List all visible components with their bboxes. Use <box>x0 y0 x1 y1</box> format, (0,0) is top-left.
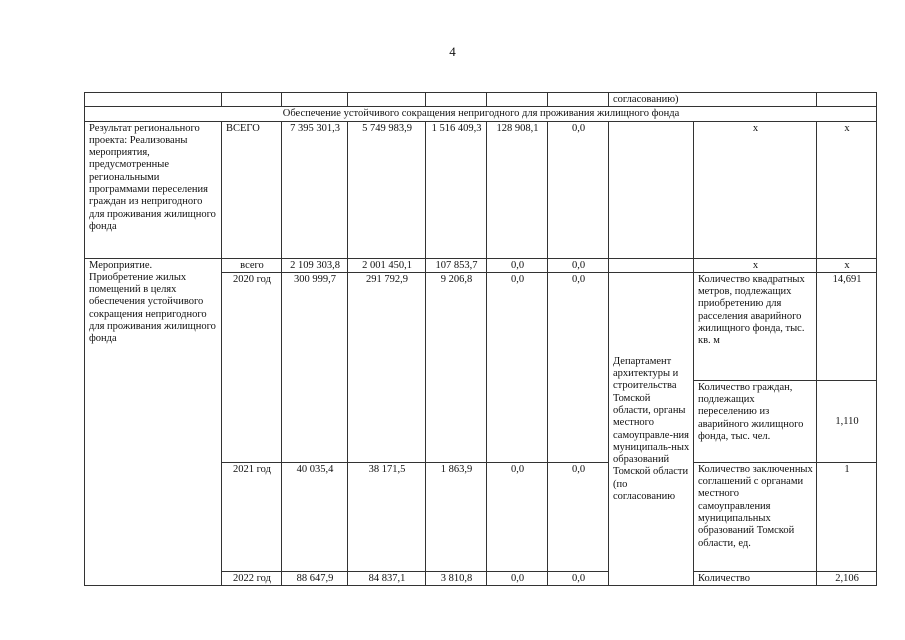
year-local: 0,0 <box>487 571 548 585</box>
measure-other: 0,0 <box>548 258 609 272</box>
result-federal: 5 749 983,9 <box>348 121 426 258</box>
department-cell: Департамент архитектуры и строительства Томской области, органы местного самоуправле-ния муниципаль-ных образований Томской области (по согласованию <box>609 272 694 585</box>
result-dept <box>609 121 694 258</box>
year-total: 40 035,4 <box>282 462 348 571</box>
page-number: 4 <box>449 44 456 59</box>
result-value: х <box>817 121 877 258</box>
year-other: 0,0 <box>548 571 609 585</box>
measure-name: Мероприятие. Приобретение жилых помещений в целях обеспечения устойчивого сокращения непригодного для проживания жилищного фонда <box>85 258 222 586</box>
measure-dept-empty <box>609 258 694 272</box>
year-period: 2020 год <box>222 272 282 462</box>
result-regional: 1 516 409,3 <box>426 121 487 258</box>
year-regional: 9 206,8 <box>426 272 487 462</box>
indicator-label: Количество граждан, подлежащих переселению из аварийного жилищного фонда, тыс. чел. <box>694 380 817 462</box>
measure-total: 2 109 303,8 <box>282 258 348 272</box>
year-federal: 84 837,1 <box>348 571 426 585</box>
result-name: Результат регионального проекта: Реализованы мероприятия, предусмотренные региональными программами переселения граждан из непригодного для проживания жилищного фонда <box>85 121 222 258</box>
indicator-value: 1,110 <box>817 380 877 462</box>
measure-total-row <box>85 258 877 272</box>
result-other: 0,0 <box>548 121 609 258</box>
indicator-label: Количество заключенных соглашений с органами местного самоуправления муниципальных образований Томской области, ед. <box>694 462 817 571</box>
result-local: 128 908,1 <box>487 121 548 258</box>
year-regional: 3 810,8 <box>426 571 487 585</box>
year-other: 0,0 <box>548 462 609 571</box>
indicator-value: 1 <box>817 462 877 571</box>
measure-federal: 2 001 450,1 <box>348 258 426 272</box>
measure-regional: 107 853,7 <box>426 258 487 272</box>
measure-local: 0,0 <box>487 258 548 272</box>
result-period: ВСЕГО <box>222 121 282 258</box>
indicator-label: Количество <box>694 571 817 585</box>
measure-period: всего <box>222 258 282 272</box>
year-federal: 38 171,5 <box>348 462 426 571</box>
indicator-value: 14,691 <box>817 272 877 380</box>
continuation-row <box>85 93 877 107</box>
measure-value: х <box>817 258 877 272</box>
section-title: Обеспечение устойчивого сокращения непригодного для проживания жилищного фонда <box>85 107 877 121</box>
year-total: 300 999,7 <box>282 272 348 462</box>
year-total: 88 647,9 <box>282 571 348 585</box>
year-other: 0,0 <box>548 272 609 462</box>
measure-indicator: х <box>694 258 817 272</box>
indicator-label: Количество квадратных метров, подлежащих приобретению для расселения аварийного жилищного фонда, тыс. кв. м <box>694 272 817 380</box>
indicator-value: 2,106 <box>817 571 877 585</box>
program-table <box>84 92 877 586</box>
year-local: 0,0 <box>487 272 548 462</box>
result-indicator: х <box>694 121 817 258</box>
year-period: 2022 год <box>222 571 282 585</box>
dept-tail-cell: согласованию) <box>609 93 817 107</box>
result-row <box>85 121 877 258</box>
year-period: 2021 год <box>222 462 282 571</box>
year-federal: 291 792,9 <box>348 272 426 462</box>
section-row <box>85 107 877 121</box>
year-regional: 1 863,9 <box>426 462 487 571</box>
result-total: 7 395 301,3 <box>282 121 348 258</box>
year-local: 0,0 <box>487 462 548 571</box>
